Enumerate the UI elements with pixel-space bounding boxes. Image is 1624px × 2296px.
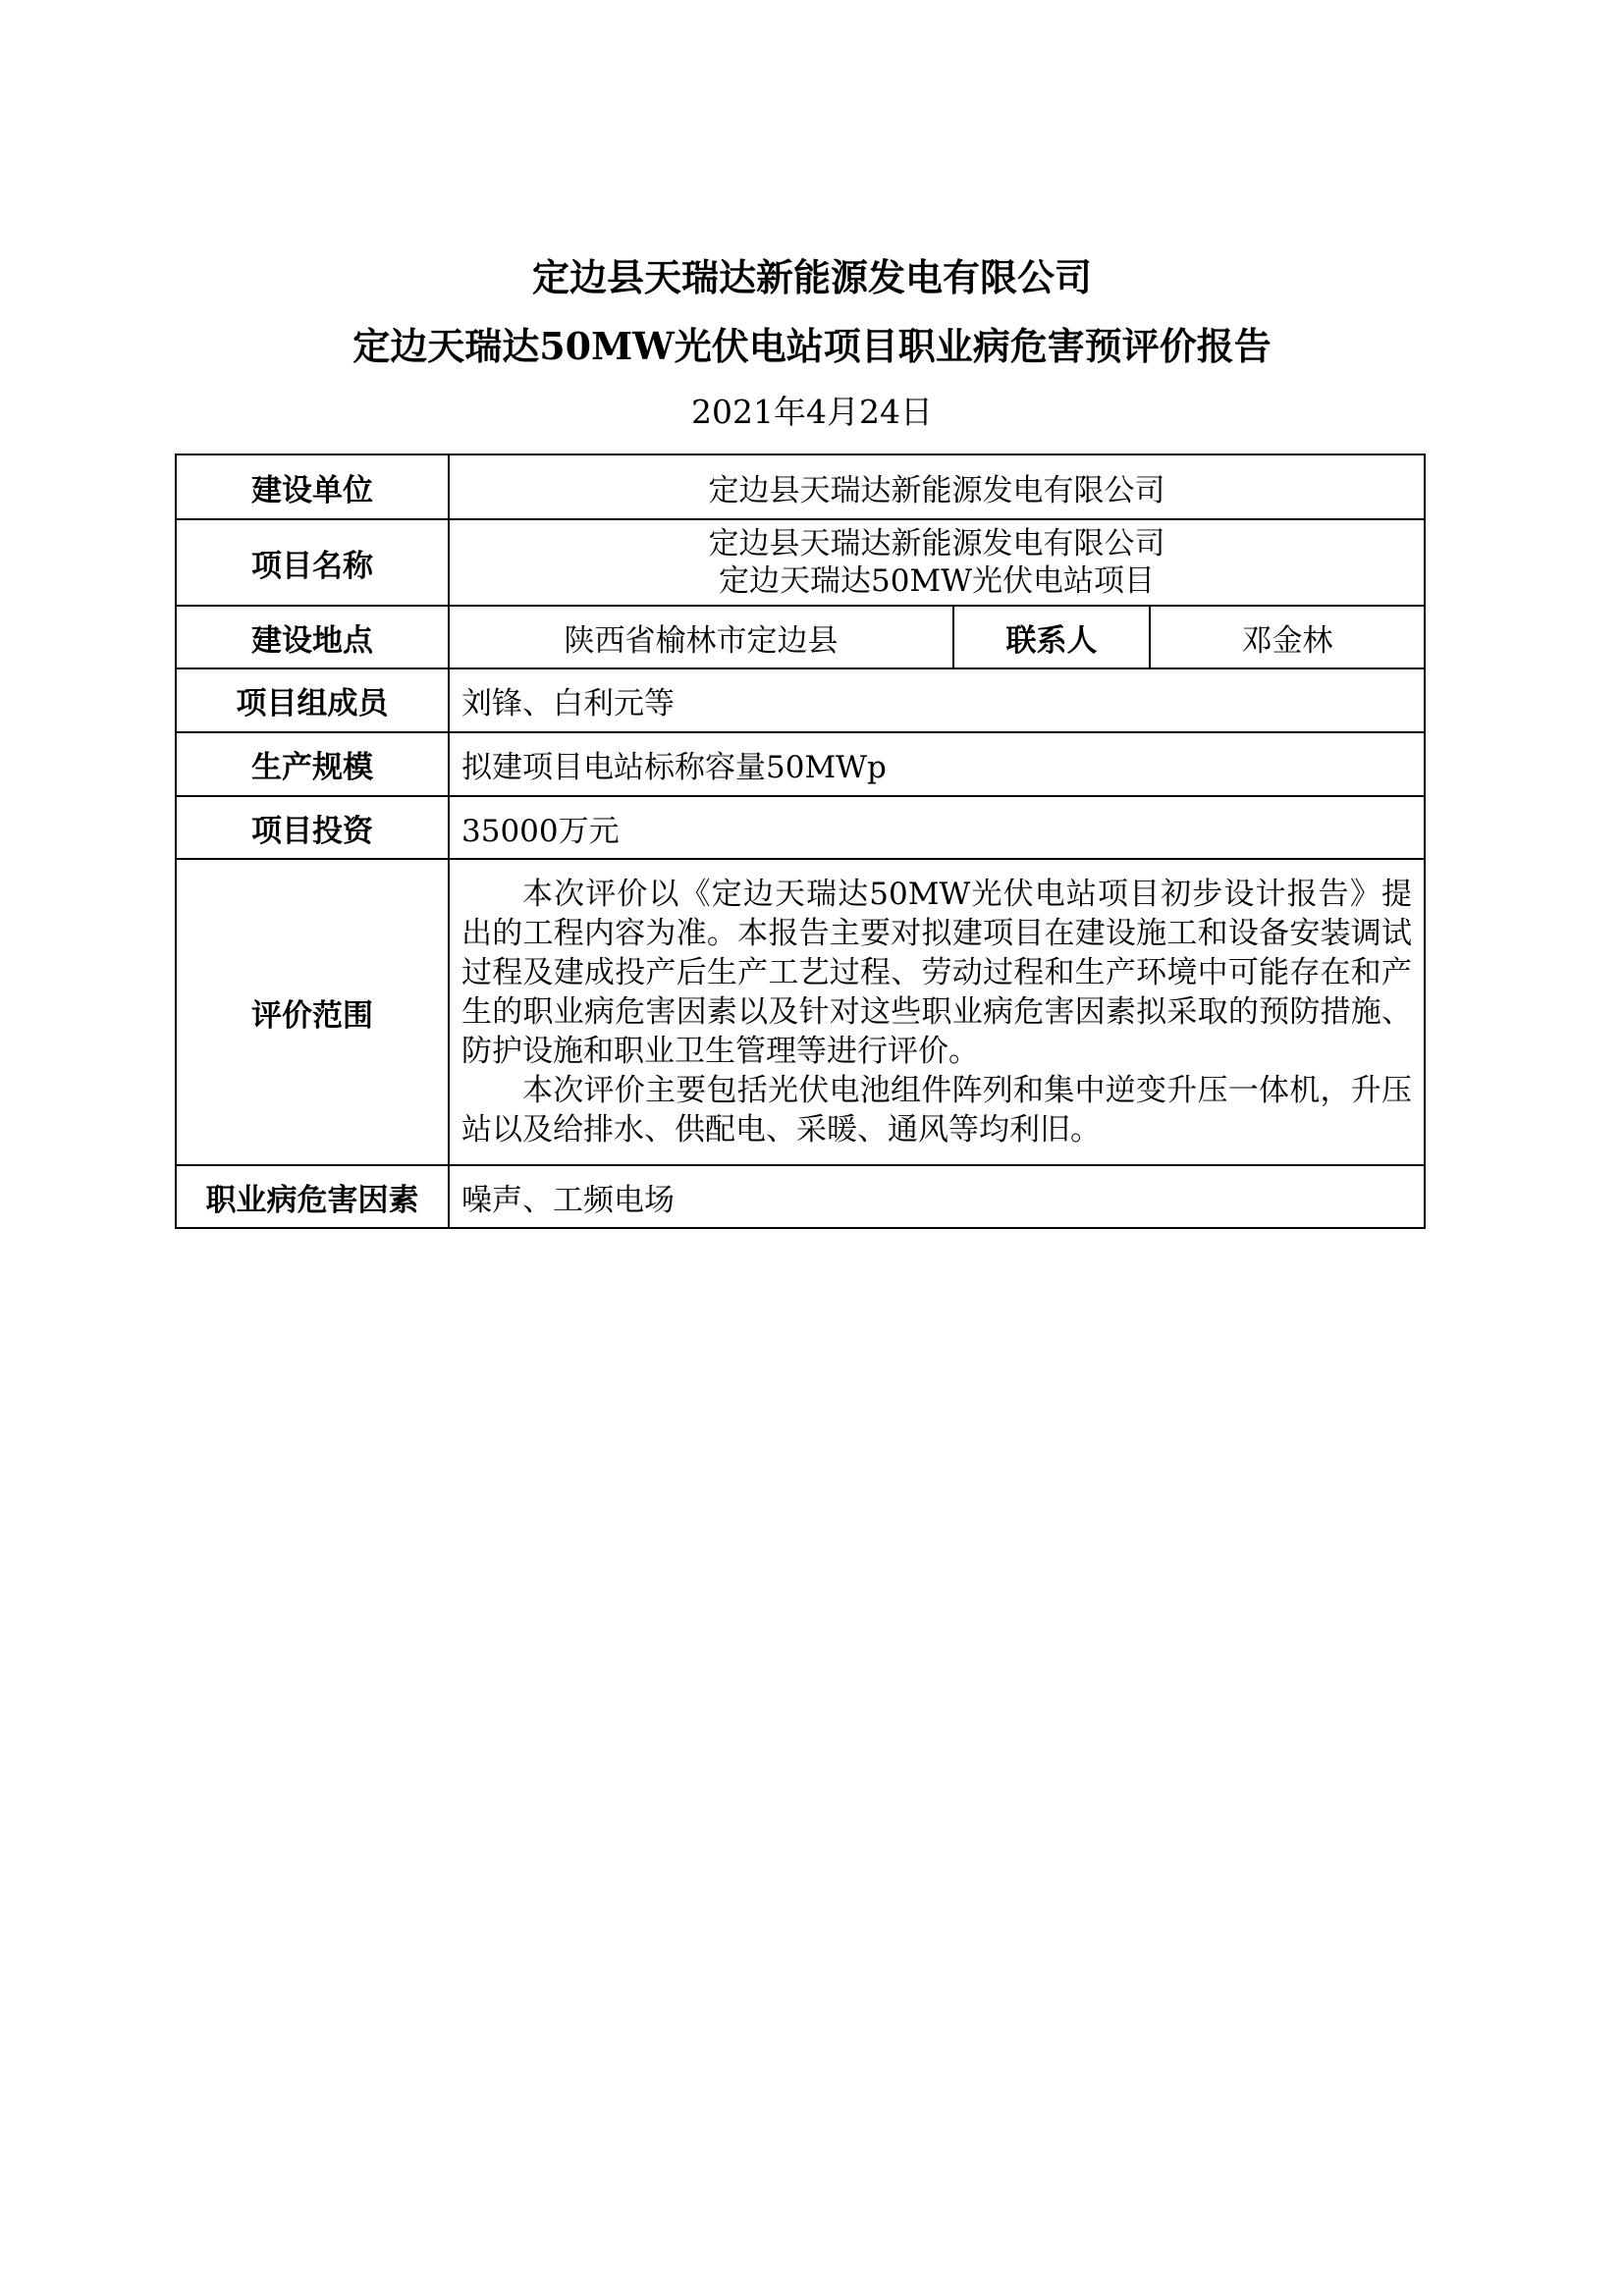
report-date: 2021年4月24日: [691, 393, 933, 431]
row-members: [176, 668, 1425, 732]
row-investment: [176, 796, 1425, 859]
row-scope: [176, 859, 1425, 1165]
project-line1: 定边县天瑞达新能源发电有限公司: [708, 526, 1165, 561]
scale-label: 生产规模: [176, 732, 449, 796]
row-project: [176, 519, 1425, 606]
company-title: 定边县天瑞达新能源发电有限公司: [531, 255, 1092, 299]
contact-value: 邓金林: [1150, 606, 1425, 668]
unit-value: 定边县天瑞达新能源发电有限公司: [449, 454, 1425, 519]
row-scale: [176, 732, 1425, 796]
members-value: 刘锋、白利元等: [449, 668, 1425, 732]
row-location: [176, 606, 1425, 668]
scope-paragraph-1: 本次评价以《定边天瑞达50MW光伏电站项目初步设计报告》提出的工程内容为准。本报告主要对拟建项目在建设施工和设备安装调试过程及建成投产后生产工艺过程、劳动过程和生产环境中可能存在和产生的职业病危害因素以及针对这些职业病危害因素拟采取的预防措施、防护设施和职业卫生管理等进行评价。: [461, 877, 1413, 1069]
hazard-label: 职业病危害因素: [176, 1165, 449, 1228]
location-value: 陕西省榆林市定边县: [449, 606, 953, 668]
project-value: [449, 519, 1425, 606]
info-table: [175, 454, 1426, 1229]
location-label: 建设地点: [176, 606, 449, 668]
contact-label: 联系人: [953, 606, 1150, 668]
members-label: 项目组成员: [176, 668, 449, 732]
scope-value: [449, 859, 1425, 1165]
unit-label: 建设单位: [176, 454, 449, 519]
hazard-value: 噪声、工频电场: [449, 1165, 1425, 1228]
investment-label: 项目投资: [176, 796, 449, 859]
investment-value: 35000万元: [449, 796, 1425, 859]
row-unit: [176, 454, 1425, 519]
project-label: 项目名称: [176, 519, 449, 606]
scale-value: 拟建项目电站标称容量50MWp: [449, 732, 1425, 796]
project-line2: 定边天瑞达50MW光伏电站项目: [718, 563, 1156, 599]
row-hazard: [176, 1165, 1425, 1228]
scope-label: 评价范围: [176, 859, 449, 1165]
scope-paragraph-2: 本次评价主要包括光伏电池组件阵列和集中逆变升压一体机，升压站以及给排水、供配电、采暖、通风等均利旧。: [461, 1073, 1413, 1148]
report-title: 定边天瑞达50MW光伏电站项目职业病危害预评价报告: [352, 324, 1272, 368]
